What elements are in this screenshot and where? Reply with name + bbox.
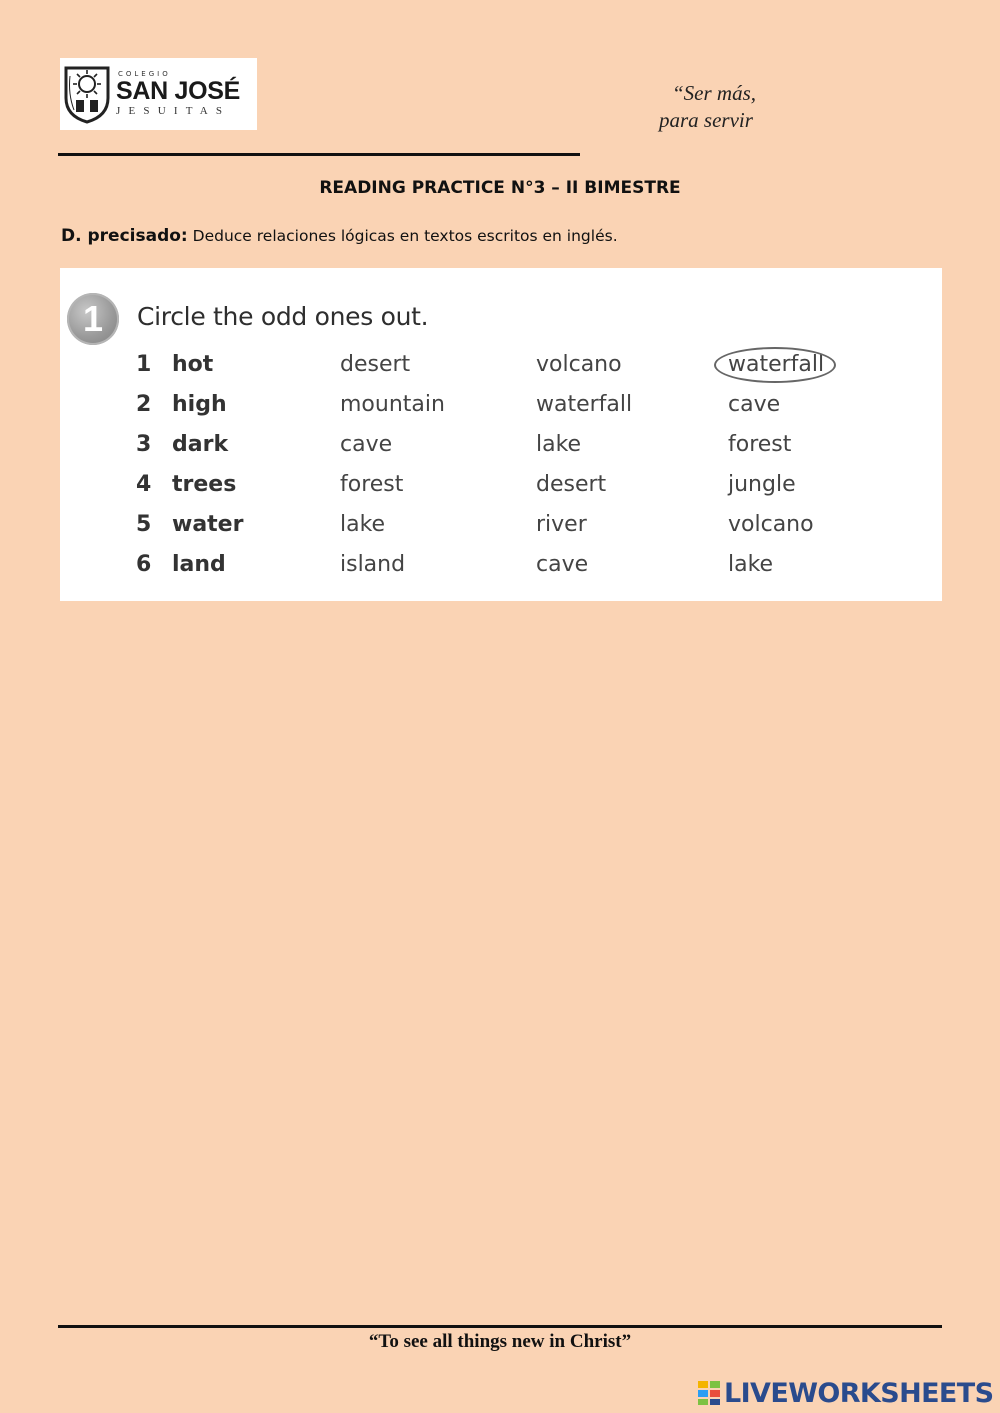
skill-label: D. precisado: bbox=[61, 226, 188, 246]
word-option[interactable]: mountain bbox=[340, 392, 445, 417]
word-option[interactable]: cave bbox=[340, 432, 393, 457]
exercise-row bbox=[60, 352, 942, 382]
exercise-row bbox=[60, 512, 942, 542]
row-number: 5 bbox=[136, 512, 152, 537]
school-crest-icon bbox=[62, 64, 112, 124]
row-category: trees bbox=[172, 472, 237, 497]
skill-statement bbox=[61, 226, 618, 246]
word-option[interactable]: river bbox=[536, 512, 587, 537]
word-option[interactable]: jungle bbox=[728, 472, 796, 497]
row-category: dark bbox=[172, 432, 229, 457]
footer-quote: “To see all things new in Christ” bbox=[368, 1331, 632, 1352]
motto-line-2: para servir bbox=[659, 108, 753, 132]
word-option[interactable]: cave bbox=[536, 552, 589, 577]
word-option[interactable]: island bbox=[340, 552, 406, 577]
exercise-row bbox=[60, 472, 942, 502]
word-option[interactable]: cave bbox=[728, 392, 781, 417]
motto-line-1: “Ser más, bbox=[672, 81, 757, 105]
header-divider bbox=[58, 153, 580, 156]
footer-divider bbox=[58, 1325, 942, 1328]
row-number: 1 bbox=[136, 352, 152, 377]
exercise-row bbox=[60, 432, 942, 462]
row-category: water bbox=[172, 512, 244, 537]
school-logo bbox=[60, 58, 257, 130]
word-option[interactable]: volcano bbox=[728, 512, 814, 537]
word-option[interactable]: volcano bbox=[536, 352, 622, 377]
row-category: high bbox=[172, 392, 227, 417]
page-title: READING PRACTICE N°3 – II BIMESTRE bbox=[319, 178, 681, 198]
row-category: hot bbox=[172, 352, 214, 377]
exercise-instruction: Circle the odd ones out. bbox=[137, 302, 429, 331]
logo-school-name: SAN JOSÉ bbox=[116, 77, 241, 105]
liveworksheets-brand[interactable] bbox=[697, 1378, 993, 1408]
exercise-number-badge: 1 bbox=[67, 293, 119, 345]
row-number: 3 bbox=[136, 432, 152, 457]
row-number: 4 bbox=[136, 472, 152, 497]
logo-colegio-text: COLEGIO bbox=[118, 70, 171, 78]
exercise-panel bbox=[60, 268, 942, 601]
skill-text: Deduce relaciones lógicas en textos escritos en inglés. bbox=[192, 227, 618, 245]
word-option[interactable]: lake bbox=[340, 512, 386, 537]
school-motto bbox=[640, 80, 820, 134]
word-option[interactable]: lake bbox=[728, 552, 774, 577]
logo-jesuitas-text: JESUITAS bbox=[116, 105, 231, 117]
word-option[interactable]: forest bbox=[728, 432, 792, 457]
row-number: 6 bbox=[136, 552, 152, 577]
liveworksheets-brand-text: LIVEWORKSHEETS bbox=[724, 1377, 994, 1409]
word-option[interactable]: forest bbox=[340, 472, 404, 497]
exercise-row bbox=[60, 552, 942, 582]
row-category: land bbox=[172, 552, 226, 577]
word-option[interactable]: desert bbox=[340, 352, 411, 377]
word-option[interactable]: desert bbox=[536, 472, 607, 497]
row-number: 2 bbox=[136, 392, 152, 417]
word-option[interactable]: waterfall bbox=[536, 392, 633, 417]
word-option[interactable]: lake bbox=[536, 432, 582, 457]
exercise-row bbox=[60, 392, 942, 422]
circled-word-option[interactable]: waterfall bbox=[728, 352, 825, 377]
liveworksheets-logo-icon bbox=[697, 1380, 721, 1406]
